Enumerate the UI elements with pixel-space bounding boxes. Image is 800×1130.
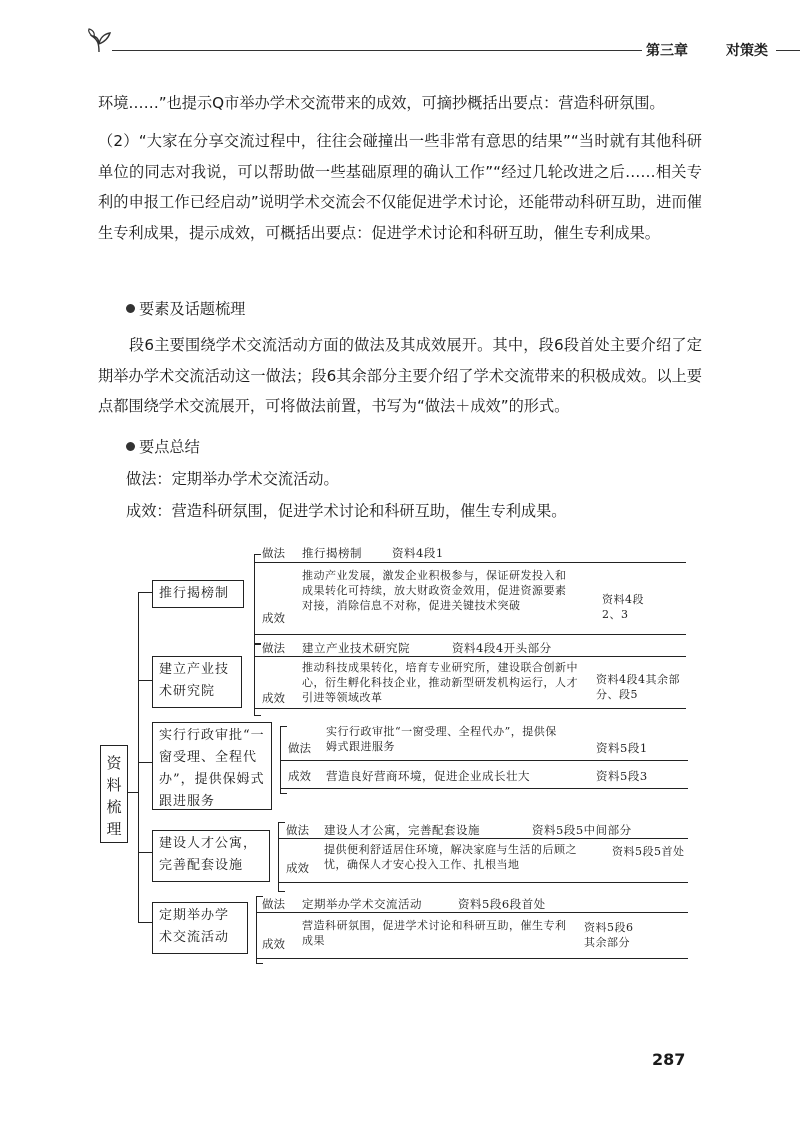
summary-method: 做法：定期举办学术交流活动。: [126, 470, 339, 488]
result-label: 成效: [286, 861, 309, 875]
method-source: 资料5段6段首处: [458, 897, 546, 911]
result-text: 营造良好营商环境，促进企业成长壮大: [326, 769, 530, 783]
page-header: [86, 28, 786, 68]
method-rule: [256, 912, 688, 913]
paragraph-2: [98, 126, 702, 248]
branch-connector: [138, 852, 152, 853]
method-rule: [254, 656, 686, 657]
root-char: 料: [106, 776, 122, 794]
method-label: 做法: [286, 823, 309, 837]
result-rule: [254, 708, 686, 709]
result-rule: [256, 958, 688, 959]
leaf-icon: [86, 28, 112, 54]
result-text: 营造科研氛围，促进学术讨论和科研互助，催生专利成果: [302, 919, 567, 947]
result-source: 资料5段5首处: [612, 845, 685, 858]
category-box: 推行揭榜制: [152, 580, 244, 608]
bullet-icon: [126, 304, 135, 313]
result-rule: [254, 634, 686, 635]
section-title-elements: [126, 298, 245, 319]
result-text: 推动科技成果转化，培育专业研究所，建设联合创新中心，衍生孵化科技企业，推动新型研发机构运行，人才引进等领域改革: [302, 661, 578, 704]
diagram-root: [100, 745, 128, 843]
category-box: 实行行政审批“一窗受理、全程代办”，提供保姆式跟进服务: [152, 722, 272, 810]
category-box: 建立产业技术研究院: [152, 656, 242, 708]
method-rule: [278, 838, 688, 839]
result-label: 成效: [262, 611, 285, 625]
root-char: 梳: [106, 798, 122, 816]
result-source: 资料5段3: [596, 769, 648, 783]
category-bracket: [254, 644, 261, 716]
section-title-text: 要点总结: [139, 438, 200, 456]
header-topic: 对策类: [726, 43, 768, 59]
result-text: 提供便利舒适居住环境，解决家庭与生活的后顾之忧，确保人才安心投入工作、扎根当地: [324, 843, 577, 871]
paragraph-text: 段6主要围绕学术交流活动方面的做法及其成效展开。其中，段6段首处主要介绍了定期举办学术交流活动这一做法；段6其余部分主要介绍了学术交流带来的积极成效。以上要点都围绕学术交流展开，可将做法前置，书写为“做法＋成效”的形式。: [98, 336, 702, 415]
diagram-spine: [138, 592, 139, 922]
result-rule: [278, 882, 688, 883]
root-connector: [128, 792, 138, 793]
method-source: 资料5段1: [596, 741, 648, 755]
result-text: 推动产业发展，激发企业积极参与，保证研发投入和成果转化可持续，放大财政资金效用，促进资源要素对接，消除信息不对称，促进关键技术突破: [302, 569, 567, 612]
section-title-summary: [126, 436, 200, 457]
method-text: 建立产业技术研究院: [302, 641, 410, 655]
result-label: 成效: [262, 691, 285, 705]
category-bracket: [254, 554, 261, 644]
result-source: 资料4段4其余部分、段5: [596, 673, 680, 701]
root-char: 理: [106, 820, 122, 838]
method-text: 建设人才公寓，完善配套设施: [324, 823, 480, 837]
paragraph-text: 环境……”也提示Q市举办学术交流带来的成效，可摘抄概括出要点：营造科研氛围。: [98, 94, 665, 112]
branch-connector: [138, 922, 152, 923]
method-source: 资料5段5中间部分: [532, 823, 632, 837]
result-source: 资料5段6其余部分: [584, 921, 634, 949]
result-label: 成效: [288, 769, 311, 783]
paragraph-continuation: [98, 88, 702, 119]
result-source: 资料4段2、3: [602, 593, 644, 621]
section-title-text: 要素及话题梳理: [139, 300, 246, 318]
root-char: 资: [106, 754, 122, 772]
method-text: 推行揭榜制: [302, 546, 362, 560]
method-text: 实行行政审批“一窗受理、全程代办”，提供保姆式跟进服务: [326, 725, 557, 753]
header-rule: [112, 50, 642, 51]
result-label: 成效: [262, 937, 285, 951]
category-box: 定期举办学术交流活动: [152, 902, 248, 954]
method-text: 定期举办学术交流活动: [302, 897, 422, 911]
method-label: 做法: [288, 741, 311, 755]
header-chapter: 第三章: [646, 43, 688, 59]
method-source: 资料4段4开头部分: [452, 641, 552, 655]
method-label: 做法: [262, 546, 285, 560]
branch-connector: [138, 762, 152, 763]
paragraph-text: （2）“大家在分享交流过程中，往往会碰撞出一些非常有意思的结果”“当时就有其他科研单位的同志对我说，可以帮助做一些基础原理的确认工作”“经过几轮改进之后……相关专利的申报工作已经启动”说明学术交流会不仅能促进学术讨论，还能带动科研互助，进而催生专利成果，提示成效，可概括出要点：促进学术讨论和科研互助，催生专利成果。: [98, 132, 702, 242]
method-rule: [280, 760, 688, 761]
category-box: 建设人才公寓，完善配套设施: [152, 830, 270, 882]
header-right-rule: [776, 50, 800, 51]
page-number: 287: [652, 1050, 686, 1069]
result-rule: [280, 788, 688, 789]
material-diagram: [96, 540, 716, 980]
method-label: 做法: [262, 897, 285, 911]
branch-connector: [138, 592, 152, 593]
paragraph-3: [98, 330, 702, 422]
method-rule: [254, 562, 686, 563]
bullet-icon: [126, 442, 135, 451]
summary-result: 成效：营造科研氛围，促进学术讨论和科研互助，催生专利成果。: [126, 502, 567, 520]
method-label: 做法: [262, 641, 285, 655]
branch-connector: [138, 680, 152, 681]
method-source: 资料4段1: [392, 546, 444, 560]
